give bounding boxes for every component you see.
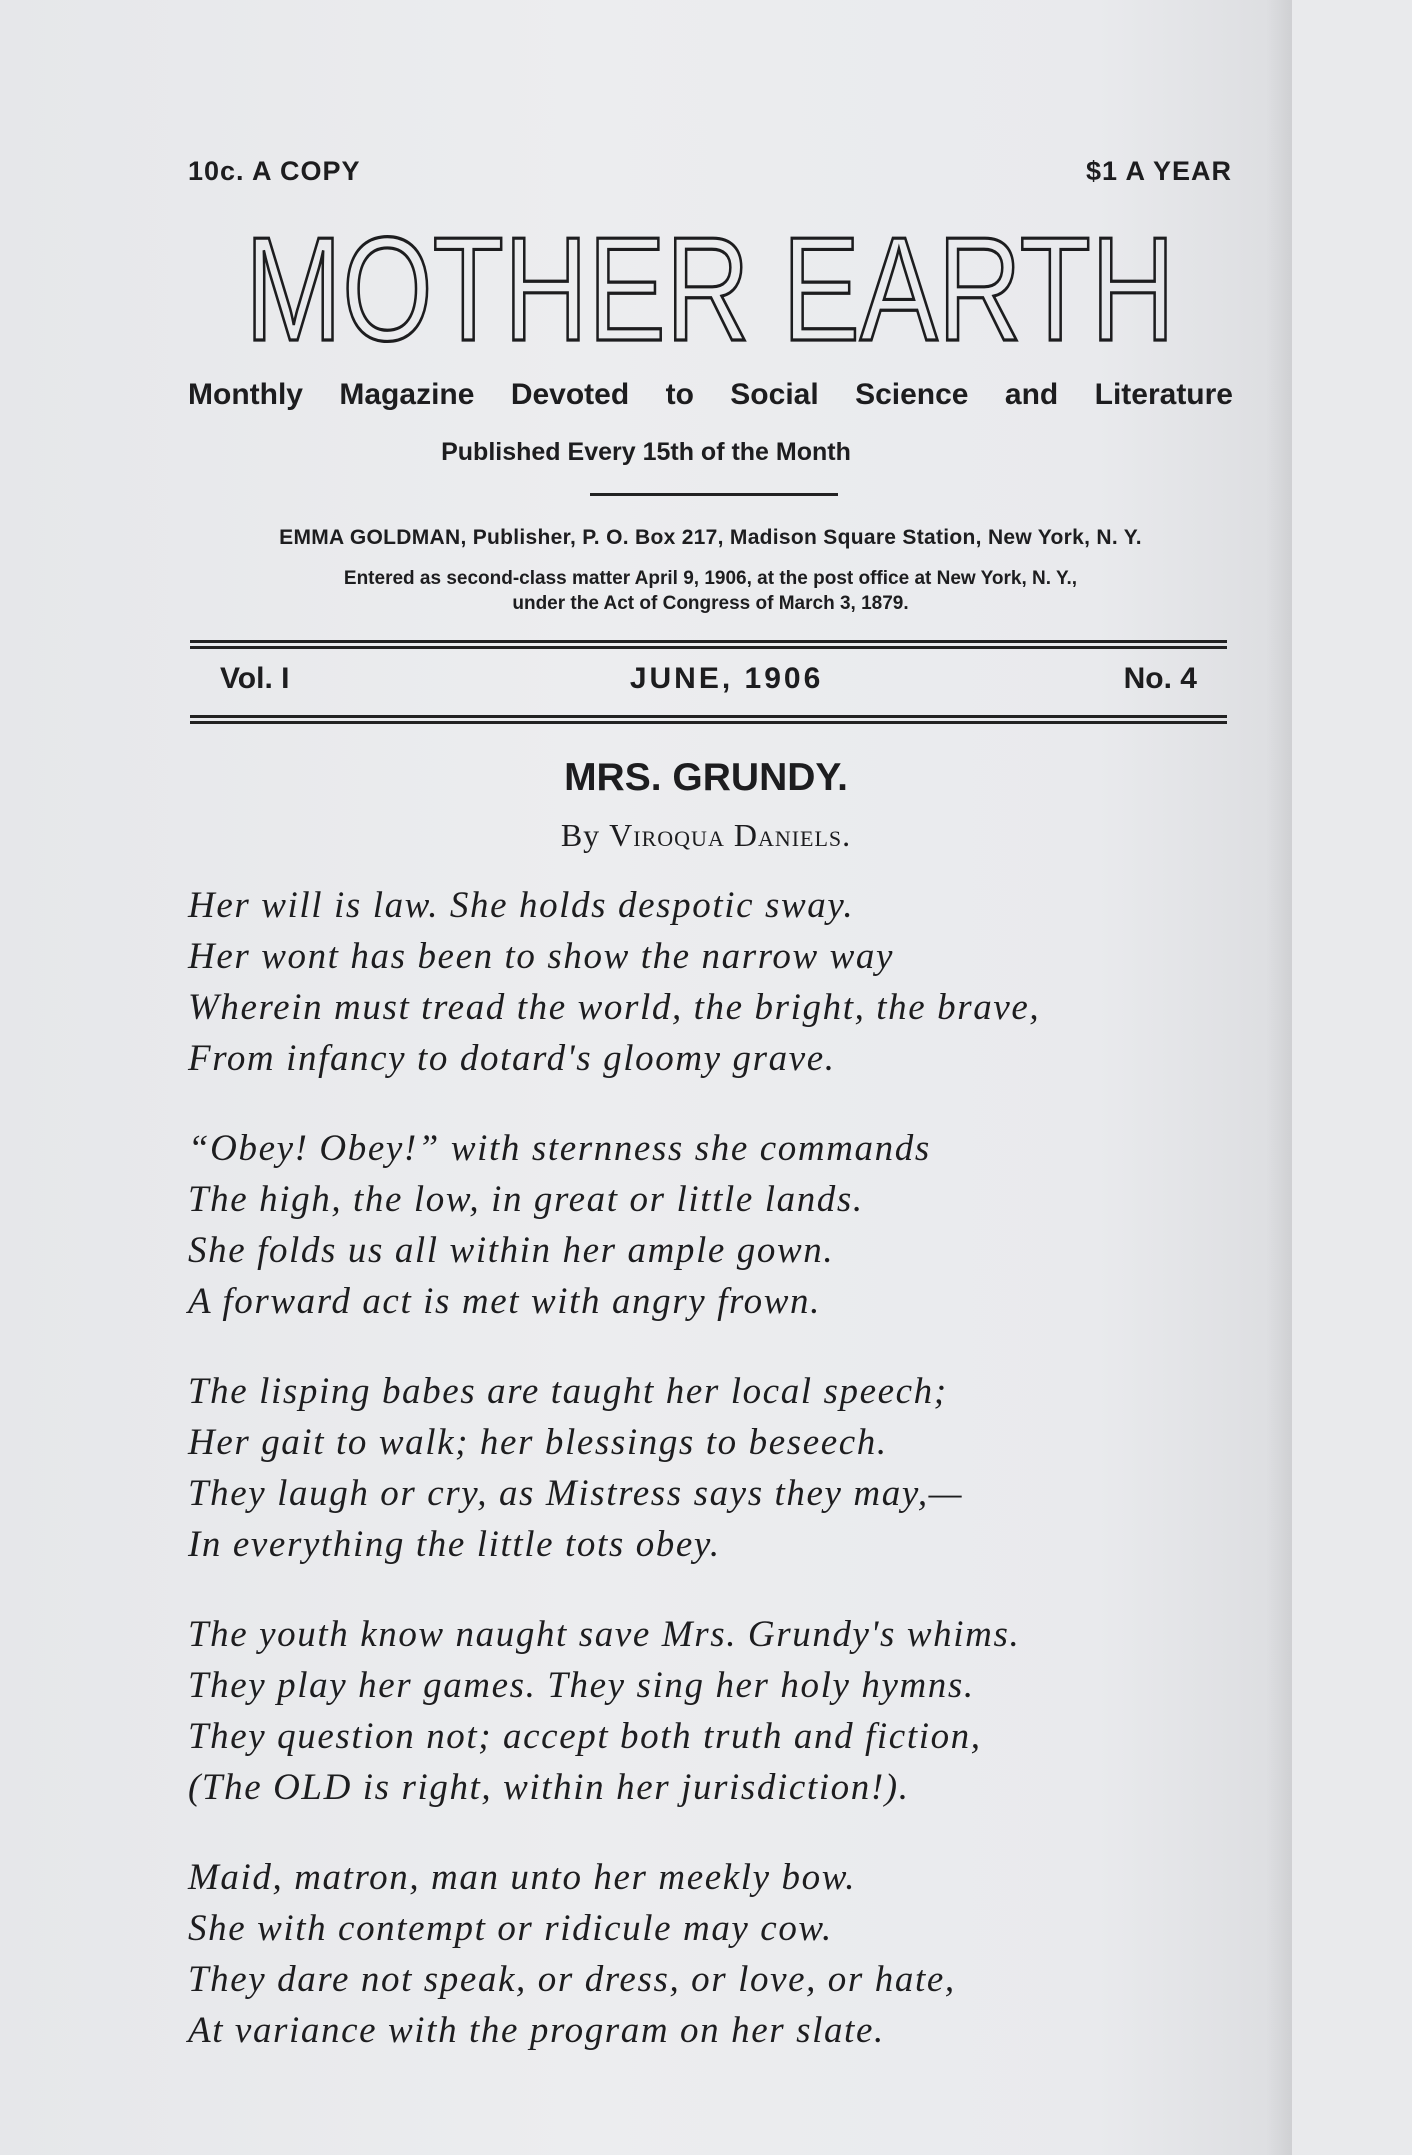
poem-stanza [188,1366,1228,1570]
postal-entry-line-1: Entered as second-class matter April 9, 1906, at the post office at New York, N. Y., [343,568,1078,589]
issue-number: No. 4 [1123,662,1197,695]
poem-line: (The OLD is right, within her jurisdiction!). [188,1767,910,1808]
poem-line: They play her games. They sing her holy hymns. [188,1665,975,1706]
poem-line: Maid, matron, man unto her meekly bow. [188,1857,857,1898]
poem-line: At variance with the program on her slate. [188,2010,885,2051]
poem-line: The lisping babes are taught her local speech; [188,1371,948,1412]
poem-stanza [188,1123,1228,1327]
byline-author: Viroqua Daniels. [609,817,852,853]
poem-line: The high, the low, in great or little lands. [188,1179,864,1220]
poem-stanza [188,1852,1228,2056]
poem-line: “Obey! Obey!” with sternness she commands [188,1128,931,1169]
poem-line: They dare not speak, or dress, or love, or hate, [188,1959,956,2000]
poem-line: A forward act is met with angry frown. [188,1281,821,1322]
article-title: MRS. GRUNDY. [564,756,848,799]
poem-line: Her will is law. She holds despotic sway. [188,885,855,926]
poem-stanza [188,1609,1228,1813]
double-rule-bottom [190,715,1227,724]
poem-stanza [188,880,1228,1084]
poem-line: Her gait to walk; her blessings to beseech. [188,1422,888,1463]
magazine-subtitle: Monthly Magazine Devoted to Social Science and Literature [188,378,1233,411]
poem-line: From infancy to dotard's gloomy grave. [188,1038,836,1079]
short-divider [590,493,838,496]
poem-line: Wherein must tread the world, the bright, the brave, [188,987,1041,1028]
poem-line: They question not; accept both truth and fiction, [188,1716,982,1757]
poem-line: In everything the little tots obey. [188,1524,721,1565]
poem-line: She with contempt or ridicule may cow. [188,1908,833,1949]
price-per-year: $1 A YEAR [1085,156,1232,186]
masthead-title [240,200,1180,372]
publisher-line: EMMA GOLDMAN, Publisher, P. O. Box 217, Madison Square Station, New York, N. Y. [279,526,1142,549]
postal-entry-line-2: under the Act of Congress of March 3, 1879. [512,593,909,614]
postal-entry-notice [188,566,1233,616]
masthead-text: MOTHER EARTH [245,207,1175,372]
poem-line: The youth know naught save Mrs. Grundy's whims. [188,1614,1021,1655]
poem-line: Her wont has been to show the narrow way [188,936,895,977]
volume-label: Vol. I [220,662,290,695]
issue-date: JUNE, 1906 [629,662,824,695]
page-edge-shadow [1266,0,1292,2155]
price-single-copy: 10c. A COPY [188,156,361,186]
publication-frequency: Published Every 15th of the Month [441,438,851,466]
article-byline [0,817,1412,854]
byline-prefix: By [560,817,601,853]
poem-body [188,880,1228,2095]
poem-line: They laugh or cry, as Mistress says they may,— [188,1473,964,1514]
issue-info-row [220,662,1197,696]
poem-line: She folds us all within her ample gown. [188,1230,835,1271]
double-rule-top [190,640,1227,649]
